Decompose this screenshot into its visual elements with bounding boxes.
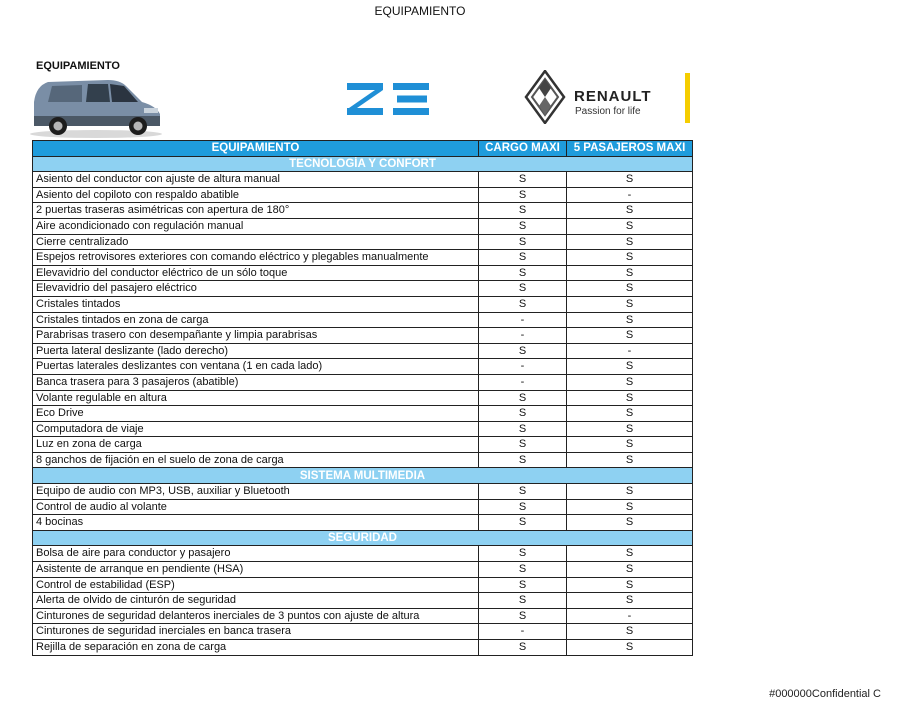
header-cargo-maxi: CARGO MAXI — [479, 141, 567, 157]
feature-cell: 4 bocinas — [33, 515, 479, 531]
cargo-maxi-cell: - — [479, 328, 567, 344]
feature-cell: Parabrisas trasero con desempañante y limpia parabrisas — [33, 328, 479, 344]
cargo-maxi-cell: - — [479, 374, 567, 390]
table-row — [33, 187, 693, 203]
pasajeros-maxi-cell: S — [567, 499, 693, 515]
cargo-maxi-cell: S — [479, 577, 567, 593]
feature-cell: Cristales tintados en zona de carga — [33, 312, 479, 328]
feature-cell: Puertas laterales deslizantes con ventana (1 en cada lado) — [33, 359, 479, 375]
confidential-footer: #000000Confidential C — [769, 688, 881, 700]
table-row — [33, 172, 693, 188]
feature-cell: Cierre centralizado — [33, 234, 479, 250]
cargo-maxi-cell: S — [479, 608, 567, 624]
equipment-table — [32, 140, 693, 656]
cargo-maxi-cell: S — [479, 484, 567, 500]
feature-cell: Asiento del copiloto con respaldo abatible — [33, 187, 479, 203]
pasajeros-maxi-cell: S — [567, 640, 693, 656]
cargo-maxi-cell: S — [479, 265, 567, 281]
table-row — [33, 499, 693, 515]
feature-cell: Computadora de viaje — [33, 421, 479, 437]
cargo-maxi-cell: S — [479, 593, 567, 609]
section-title: SEGURIDAD — [33, 530, 693, 546]
section-title: TECNOLOGÍA Y CONFORT — [33, 156, 693, 172]
pasajeros-maxi-cell: S — [567, 406, 693, 422]
cargo-maxi-cell: S — [479, 406, 567, 422]
pasajeros-maxi-cell: S — [567, 452, 693, 468]
feature-cell: Control de estabilidad (ESP) — [33, 577, 479, 593]
feature-cell: Elevavidrio del conductor eléctrico de un sólo toque — [33, 265, 479, 281]
table-row — [33, 515, 693, 531]
table-row — [33, 562, 693, 578]
renault-diamond-icon — [524, 70, 566, 124]
renault-logo — [524, 70, 694, 124]
cargo-maxi-cell: S — [479, 562, 567, 578]
feature-cell: Eco Drive — [33, 406, 479, 422]
cargo-maxi-cell: S — [479, 499, 567, 515]
pasajeros-maxi-cell: S — [567, 218, 693, 234]
table-row — [33, 577, 693, 593]
table-row — [33, 421, 693, 437]
pasajeros-maxi-cell: S — [567, 312, 693, 328]
cargo-maxi-cell: S — [479, 187, 567, 203]
pasajeros-maxi-cell: S — [567, 265, 693, 281]
feature-cell: Asistente de arranque en pendiente (HSA) — [33, 562, 479, 578]
pasajeros-maxi-cell: S — [567, 250, 693, 266]
van-image — [26, 72, 166, 140]
feature-cell: Elevavidrio del pasajero eléctrico — [33, 281, 479, 297]
cargo-maxi-cell: S — [479, 452, 567, 468]
pasajeros-maxi-cell: S — [567, 203, 693, 219]
feature-cell: Control de audio al volante — [33, 499, 479, 515]
pasajeros-maxi-cell: S — [567, 624, 693, 640]
table-row — [33, 546, 693, 562]
cargo-maxi-cell: S — [479, 343, 567, 359]
header-5-pasajeros-maxi: 5 PASAJEROS MAXI — [567, 141, 693, 157]
table-header-row — [33, 141, 693, 157]
cargo-maxi-cell: S — [479, 203, 567, 219]
table-row — [33, 343, 693, 359]
pasajeros-maxi-cell: S — [567, 421, 693, 437]
brand-bar — [685, 73, 690, 123]
table-row — [33, 203, 693, 219]
cargo-maxi-cell: S — [479, 640, 567, 656]
pasajeros-maxi-cell: S — [567, 515, 693, 531]
pasajeros-maxi-cell: - — [567, 187, 693, 203]
section-title: SISTEMA MULTIMEDIA — [33, 468, 693, 484]
pasajeros-maxi-cell: S — [567, 546, 693, 562]
table-row — [33, 374, 693, 390]
pasajeros-maxi-cell: S — [567, 437, 693, 453]
cargo-maxi-cell: S — [479, 172, 567, 188]
table-row — [33, 218, 693, 234]
table-row — [33, 312, 693, 328]
feature-cell: Bolsa de aire para conductor y pasajero — [33, 546, 479, 562]
cargo-maxi-cell: - — [479, 624, 567, 640]
pasajeros-maxi-cell: S — [567, 484, 693, 500]
table-row — [33, 452, 693, 468]
table-row — [33, 484, 693, 500]
feature-cell: 2 puertas traseras asimétricas con apertura de 180° — [33, 203, 479, 219]
table-row — [33, 640, 693, 656]
table-row — [33, 296, 693, 312]
cargo-maxi-cell: - — [479, 312, 567, 328]
feature-cell: 8 ganchos de fijación en el suelo de zona de carga — [33, 452, 479, 468]
table-row — [33, 281, 693, 297]
pasajeros-maxi-cell: - — [567, 608, 693, 624]
cargo-maxi-cell: S — [479, 281, 567, 297]
feature-cell: Cinturones de seguridad delanteros inerciales de 3 puntos con ajuste de altura — [33, 608, 479, 624]
pasajeros-maxi-cell: S — [567, 390, 693, 406]
equipment-label: EQUIPAMIENTO — [36, 60, 120, 72]
pasajeros-maxi-cell: S — [567, 562, 693, 578]
table-row — [33, 437, 693, 453]
table-row — [33, 593, 693, 609]
table-row — [33, 250, 693, 266]
section-row — [33, 468, 693, 484]
cargo-maxi-cell: S — [479, 437, 567, 453]
feature-cell: Espejos retrovisores exteriores con comando eléctrico y plegables manualmente — [33, 250, 479, 266]
pasajeros-maxi-cell: S — [567, 359, 693, 375]
feature-cell: Asiento del conductor con ajuste de altura manual — [33, 172, 479, 188]
cargo-maxi-cell: - — [479, 359, 567, 375]
table-row — [33, 359, 693, 375]
feature-cell: Cinturones de seguridad inerciales en banca trasera — [33, 624, 479, 640]
feature-cell: Luz en zona de carga — [33, 437, 479, 453]
pasajeros-maxi-cell: S — [567, 296, 693, 312]
pasajeros-maxi-cell: - — [567, 343, 693, 359]
cargo-maxi-cell: S — [479, 515, 567, 531]
ze-logo-icon — [345, 80, 433, 118]
table-row — [33, 390, 693, 406]
pasajeros-maxi-cell: S — [567, 577, 693, 593]
feature-cell: Puerta lateral deslizante (lado derecho) — [33, 343, 479, 359]
table-row — [33, 265, 693, 281]
table-row — [33, 624, 693, 640]
brand-name: RENAULT — [574, 88, 652, 105]
feature-cell: Cristales tintados — [33, 296, 479, 312]
table-row — [33, 234, 693, 250]
cargo-maxi-cell: S — [479, 250, 567, 266]
feature-cell: Alerta de olvido de cinturón de seguridad — [33, 593, 479, 609]
header-equipamiento: EQUIPAMIENTO — [33, 141, 479, 157]
pasajeros-maxi-cell: S — [567, 328, 693, 344]
feature-cell: Banca trasera para 3 pasajeros (abatible) — [33, 374, 479, 390]
cargo-maxi-cell: S — [479, 218, 567, 234]
brand-tagline: Passion for life — [575, 106, 641, 117]
feature-cell: Volante regulable en altura — [33, 390, 479, 406]
cargo-maxi-cell: S — [479, 546, 567, 562]
feature-cell: Equipo de audio con MP3, USB, auxiliar y Bluetooth — [33, 484, 479, 500]
page-title: EQUIPAMIENTO — [374, 4, 466, 18]
table-row — [33, 406, 693, 422]
section-row — [33, 156, 693, 172]
pasajeros-maxi-cell: S — [567, 374, 693, 390]
pasajeros-maxi-cell: S — [567, 172, 693, 188]
cargo-maxi-cell: S — [479, 234, 567, 250]
cargo-maxi-cell: S — [479, 390, 567, 406]
table-row — [33, 328, 693, 344]
feature-cell: Aire acondicionado con regulación manual — [33, 218, 479, 234]
pasajeros-maxi-cell: S — [567, 234, 693, 250]
feature-cell: Rejilla de separación en zona de carga — [33, 640, 479, 656]
cargo-maxi-cell: S — [479, 421, 567, 437]
section-row — [33, 530, 693, 546]
cargo-maxi-cell: S — [479, 296, 567, 312]
pasajeros-maxi-cell: S — [567, 593, 693, 609]
pasajeros-maxi-cell: S — [567, 281, 693, 297]
table-row — [33, 608, 693, 624]
